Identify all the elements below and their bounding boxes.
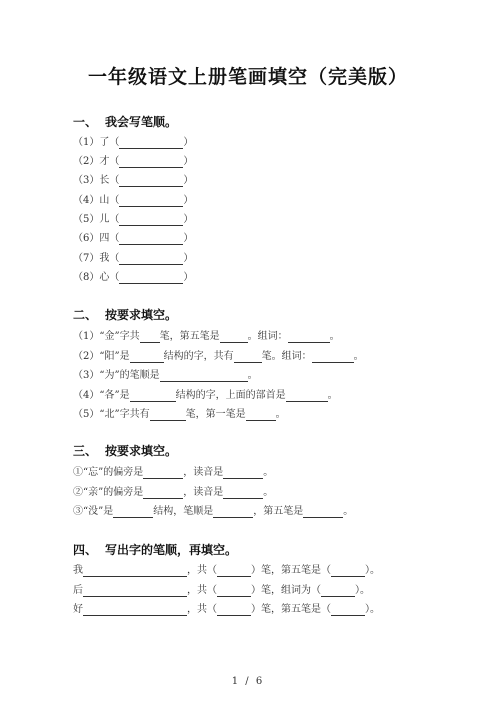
- s3-q2-blank-2[interactable]: [223, 488, 263, 499]
- s4-q1-char: 我: [73, 565, 83, 576]
- s3-q2-text-b: ，读音是: [183, 487, 224, 498]
- s4-q3-char: 好: [73, 604, 83, 615]
- s4-q1-text-c: ）笔，第五笔是（: [251, 565, 331, 576]
- s3-q3-text-a: ③“没”是: [73, 506, 114, 517]
- s3-q1-blank-2[interactable]: [223, 468, 263, 479]
- s1-item-4-label: （4）山（: [73, 195, 120, 206]
- s4-q1-text-d: ）。: [365, 565, 380, 576]
- s2-q1-blank-2[interactable]: [220, 332, 248, 343]
- s4-q1: [73, 565, 380, 577]
- s4-q3-text-c: ）笔，第五笔是（: [251, 604, 331, 615]
- s1-item-3: [73, 175, 193, 187]
- s2-q1-text-c: 。组词：: [247, 331, 288, 342]
- s3-q3-blank-3[interactable]: [303, 507, 343, 518]
- s3-q1-blank-1[interactable]: [143, 468, 183, 479]
- s4-q2-text-d: ）。: [355, 585, 370, 596]
- s1-item-1: [73, 137, 193, 149]
- s3-q2: [73, 487, 273, 499]
- s4-q1-stroke-blank[interactable]: [83, 566, 187, 577]
- s2-q1: [73, 331, 340, 343]
- s4-q3-text-b: ，共（: [187, 604, 217, 615]
- s4-q2-blank-answer[interactable]: [321, 586, 355, 597]
- s2-q5: [73, 409, 286, 421]
- s3-q3-text-c: ，第五笔是: [253, 506, 304, 517]
- s2-q2-text-c: 笔。组词：: [261, 351, 312, 362]
- s4-q2-blank-count[interactable]: [217, 586, 251, 597]
- section-4-title: 写出字的笔顺，再填空。: [105, 543, 238, 557]
- s1-item-5: [73, 214, 193, 226]
- s2-q2-text-b: 结构的字，共有: [163, 351, 234, 362]
- s4-q2: [73, 585, 370, 597]
- s1-item-2: [73, 156, 193, 168]
- s1-item-4-blank[interactable]: [119, 196, 183, 207]
- s1-item-3-blank[interactable]: [119, 176, 183, 187]
- s1-item-5-close: ）: [183, 214, 194, 225]
- s1-item-1-label: （1）了（: [73, 137, 120, 148]
- section-3-title: 按要求填空。: [105, 444, 178, 458]
- s1-item-5-blank[interactable]: [119, 215, 183, 226]
- s2-q4-blank-2[interactable]: [286, 391, 328, 402]
- s3-q1-text-c: 。: [263, 467, 274, 478]
- s1-item-2-blank[interactable]: [119, 157, 183, 168]
- s2-q2: [73, 351, 364, 363]
- section-2-heading: [73, 306, 177, 323]
- section-3-heading: [73, 442, 177, 459]
- s4-q1-blank-answer[interactable]: [331, 566, 365, 577]
- s1-item-1-blank[interactable]: [119, 138, 183, 149]
- s4-q2-text-b: ，共（: [187, 585, 217, 596]
- section-4-heading: [73, 541, 237, 558]
- s2-q3-blank-1[interactable]: [160, 371, 248, 382]
- s4-q3-text-d: ）。: [365, 604, 380, 615]
- s2-q4-text-c: 。: [327, 390, 338, 401]
- s2-q1-text-b: 笔，第五笔是: [159, 331, 220, 342]
- section-1-title: 我会写笔顺。: [105, 115, 178, 129]
- page-number: 1 / 6: [231, 676, 265, 687]
- s3-q3-blank-2[interactable]: [213, 507, 253, 518]
- s4-q2-stroke-blank[interactable]: [83, 586, 187, 597]
- s2-q1-blank-3[interactable]: [288, 332, 330, 343]
- s2-q3-text-a: （3）“为”的笔顺是: [73, 370, 160, 381]
- s2-q2-blank-2[interactable]: [234, 352, 262, 363]
- s3-q2-blank-1[interactable]: [143, 488, 183, 499]
- s3-q3-text-d: 。: [343, 506, 354, 517]
- s1-item-4: [73, 195, 193, 207]
- s3-q3-text-b: 结构，笔顺是: [153, 506, 214, 517]
- s4-q2-text-c: ）笔，组词为（: [251, 585, 321, 596]
- section-4-number: 四、: [73, 543, 98, 557]
- s1-item-8-blank[interactable]: [119, 273, 183, 284]
- s2-q1-text-d: 。: [329, 331, 340, 342]
- s1-item-6-label: （6）四（: [73, 233, 120, 244]
- s2-q4-blank-1[interactable]: [130, 391, 176, 402]
- s3-q1-text-a: ①“忘”的偏旁是: [73, 467, 144, 478]
- s3-q1-text-b: ，读音是: [183, 467, 224, 478]
- s4-q3: [73, 604, 380, 616]
- section-1-number: 一、: [73, 115, 98, 129]
- s2-q5-text-c: 。: [275, 409, 286, 420]
- s2-q4: [73, 390, 338, 402]
- s1-item-7-close: ）: [183, 253, 194, 264]
- s2-q2-blank-3[interactable]: [312, 352, 354, 363]
- section-3-number: 三、: [73, 444, 98, 458]
- s4-q2-char: 后: [73, 585, 83, 596]
- s1-item-2-close: ）: [183, 156, 194, 167]
- s1-item-5-label: （5）儿（: [73, 214, 120, 225]
- s1-item-4-close: ）: [183, 195, 194, 206]
- s2-q4-text-b: 结构的字，上面的部首是: [175, 390, 286, 401]
- s1-item-3-close: ）: [183, 175, 194, 186]
- s1-item-6-close: ）: [183, 233, 194, 244]
- s3-q3-blank-1[interactable]: [113, 507, 153, 518]
- s3-q2-text-a: ②“亲”的偏旁是: [73, 487, 144, 498]
- section-2-number: 二、: [73, 308, 98, 322]
- s1-item-7: [73, 253, 193, 265]
- page-title: 一年级语文上册笔画填空（完美版）: [87, 66, 408, 88]
- s1-item-6-blank[interactable]: [119, 234, 183, 245]
- s4-q3-blank-answer[interactable]: [331, 605, 365, 616]
- s1-item-6: [73, 233, 193, 245]
- s2-q1-text-a: （1）“金”字共: [73, 331, 140, 342]
- s1-item-3-label: （3）长（: [73, 175, 120, 186]
- s2-q3: [73, 370, 258, 382]
- section-2-title: 按要求填空。: [105, 308, 178, 322]
- s1-item-7-label: （7）我（: [73, 253, 120, 264]
- s2-q3-text-b: 。: [247, 370, 258, 381]
- s2-q5-blank-1[interactable]: [150, 410, 186, 421]
- s1-item-7-blank[interactable]: [119, 254, 183, 265]
- s2-q1-blank-1[interactable]: [140, 332, 160, 343]
- s3-q2-text-c: 。: [263, 487, 274, 498]
- s1-item-8-close: ）: [183, 272, 194, 283]
- s2-q2-text-d: 。: [353, 351, 364, 362]
- s4-q1-blank-count[interactable]: [217, 566, 251, 577]
- s1-item-8-label: （8）心（: [73, 272, 120, 283]
- s3-q1: [73, 467, 273, 479]
- section-1-heading: [73, 113, 177, 130]
- s2-q5-text-a: （5）“北”字共有: [73, 409, 150, 420]
- s2-q2-blank-1[interactable]: [130, 352, 164, 363]
- s4-q3-stroke-blank[interactable]: [83, 605, 187, 616]
- s1-item-1-close: ）: [183, 137, 194, 148]
- s1-item-8: [73, 272, 193, 284]
- s2-q5-text-b: 笔，第一笔是: [185, 409, 246, 420]
- s2-q2-text-a: （2）“阳”是: [73, 351, 130, 362]
- s3-q3: [73, 506, 353, 518]
- s4-q1-text-b: ，共（: [187, 565, 217, 576]
- s4-q3-blank-count[interactable]: [217, 605, 251, 616]
- s2-q5-blank-2[interactable]: [246, 410, 276, 421]
- s2-q4-text-a: （4）“各”是: [73, 390, 130, 401]
- s1-item-2-label: （2）才（: [73, 156, 120, 167]
